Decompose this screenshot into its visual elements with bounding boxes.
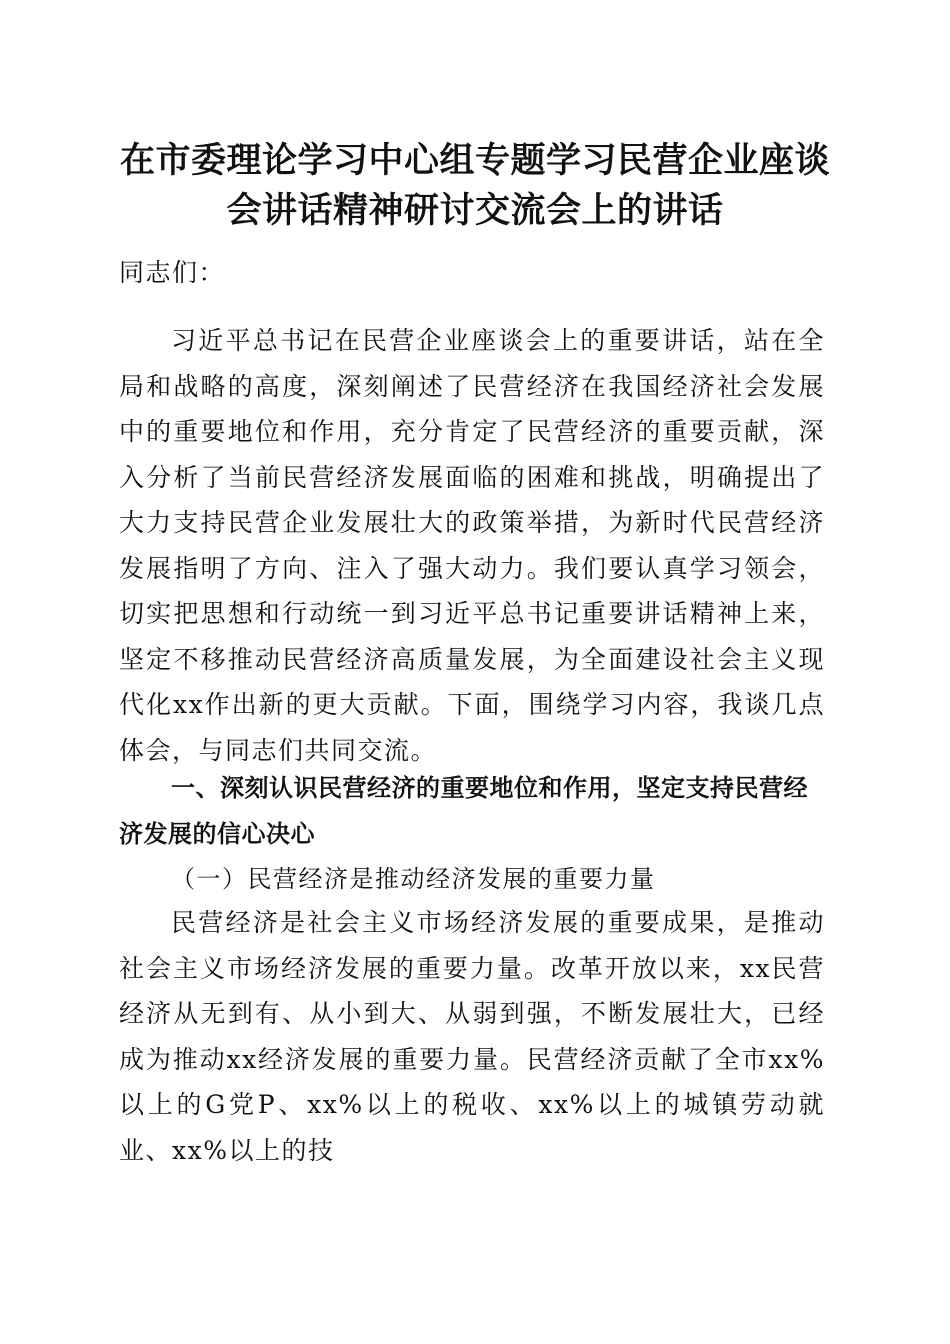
subsection-heading-1: （一）民营经济是推动经济发展的重要力量 bbox=[171, 865, 656, 893]
document-title bbox=[100, 136, 850, 236]
section-heading-1: 一、深刻认识民营经济的重要地位和作用，坚定支持民营经济发展的信心决心 bbox=[119, 774, 808, 848]
greeting: 同志们： bbox=[119, 258, 226, 287]
title-line-2: 会讲话精神研讨交流会上的讲话 bbox=[226, 190, 724, 231]
paragraph-subsection-1: 民营经济是社会主义市场经济发展的重要成果，是推动社会主义市场经济发展的重要力量。改革开放以来，xx民营经济从无到有、从小到大、从弱到强，不断发展壮大，已经成为推动xx经济发展的重要力量。民营经济贡献了全市xx%以上的G党P、xx%以上的税收、xx%以上的城镇劳动就业、xx%以上的技 bbox=[119, 908, 825, 1165]
title-line-1: 在市委理论学习中心组专题学习民营企业座谈 bbox=[119, 140, 830, 181]
paragraph-intro: 习近平总书记在民营企业座谈会上的重要讲话，站在全局和战略的高度，深刻阐述了民营经济在我国经济社会发展中的重要地位和作用，充分肯定了民营经济的重要贡献，深入分析了当前民营经济发展面临的困难和挑战，明确提出了大力支持民营企业发展壮大的政策举措，为新时代民营经济发展指明了方向、注入了强大动力。我们要认真学习领会，切实把思想和行动统一到习近平总书记重要讲话精神上来，坚定不移推动民营经济高质量发展，为全面建设社会主义现代化xx作出新的更大贡献。下面，围绕学习内容，我谈几点体会，与同志们共同交流。 bbox=[119, 326, 825, 765]
